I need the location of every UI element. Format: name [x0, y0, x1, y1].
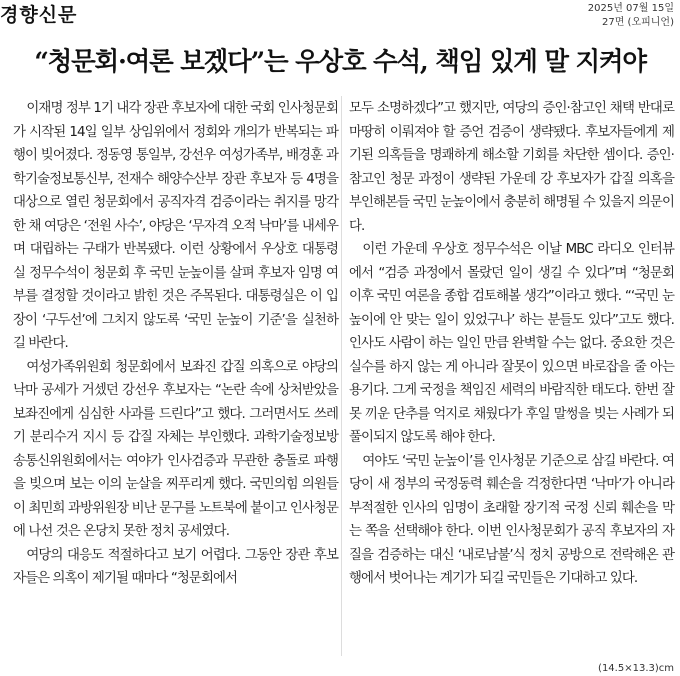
- article-column-left: [13, 97, 338, 591]
- article-column-right: [349, 97, 674, 591]
- article-headline: “청문회·여론 보겠다”는 우상호 수석, 책임 있게 말 지켜야: [34, 47, 646, 77]
- paragraph: 이런 가운데 우상호 정무수석은 이날 MBC 라디오 인터뷰에서 “검증 과정에서 몰랐던 일이 생길 수 있다”며 “청문회 이후 국민 여론을 종합 검토해볼 생각”이라고 했다. “‘국민 눈높이에 안 맞는 일이 있었구나’ 하는 분들도 있다”고도 했다. 인사도 사람이 하는 일인 만큼 완벽할 수는 없다. 중요한 것은 실수를 하지 않는 게 아니라 잘못이 있으면 바로잡을 줄 아는 용기다. 그게 국정을 책임진 세력의 바람직한 태도다. 한번 잘못 끼운 단추를 억지로 채웠다가 후일 말썽을 빚는 사례가 되풀이되지 않도록 해야 한다.: [349, 242, 674, 445]
- paragraph: 여성가족위원회 청문회에서 보좌진 갑질 의혹으로 야당의 낙마 공세가 거셌던 강선우 후보자는 “논란 속에 상처받았을 보좌진에게 심심한 사과를 드린다”고 했다. 그러면서도 쓰레기 분리수거 지시 등 갑질 자체는 부인했다. 과학기술정보방송통신위원회에서는 여야가 인사검증과 무관한 충돌로 파행을 빚으며 보는 이의 눈살을 찌푸리게 했다. 국민의힘 의원들이 최민희 과방위원장 비난 문구를 노트북에 붙이고 인사청문에 나선 것은 온당치 못한 정치 공세였다.: [13, 359, 338, 539]
- publication-meta: [588, 2, 674, 30]
- paragraph: 여당의 대응도 적절하다고 보기 어렵다. 그동안 장관 후보자들은 의혹이 제기될 때마다 “청문회에서: [13, 547, 338, 586]
- publication-date: 2025년 07월 15일: [587, 3, 674, 14]
- newspaper-masthead: 경향신문: [0, 4, 78, 26]
- clipping-size-note: (14.5×13.3)cm: [598, 663, 674, 674]
- page-section: 27면 (오피니언): [601, 17, 674, 28]
- paragraph: 여야도 ‘국민 눈높이’를 인사청문 기준으로 삼길 바란다. 여당이 새 정부의 국정동력 훼손을 걱정한다면 ‘낙마’가 아니라 부적절한 인사의 임명이 초래할 장기적 국정 신뢰 훼손을 막는 쪽을 선택해야 한다. 이번 인사청문회가 공직 후보자의 자질을 검증하는 대신 ‘내로남불’식 정치 공방으로 전락해온 관행에서 벗어나는 계기가 되길 국민들은 기대하고 있다.: [349, 453, 674, 586]
- column-divider: [341, 96, 342, 656]
- paragraph: 이재명 정부 1기 내각 장관 후보자에 대한 국회 인사청문회가 시작된 14일 일부 상임위에서 정회와 개의가 반복되는 파행이 빚어졌다. 정동영 통일부, 강선우 여성가족부, 배경훈 과학기술정보통신부, 전재수 해양수산부 장관 후보자 등 4명을 대상으로 열린 청문회에서 공직자격 검증이라는 취지를 망각한 채 여당은 ‘전원 사수’, 야당은 ‘무자격 오적 낙마’를 내세우며 대립하는 구태가 반복됐다. 이런 상황에서 우상호 대통령실 정무수석이 청문회 후 국민 눈높이를 살펴 후보자 임명 여부를 결정할 것이라고 밝힌 것은 주목된다. 대통령실은 이 입장이 ‘구두선’에 그치지 않도록 ‘국민 눈높이 기준’을 실천하길 바란다.: [13, 101, 338, 351]
- paragraph: 모두 소명하겠다”고 했지만, 여당의 증인·참고인 채택 반대로 마땅히 이뤄져야 할 증언 검증이 생략됐다. 후보자들에게 제기된 의혹들을 명쾌하게 해소할 기회를 차단한 셈이다. 증인·참고인 청문 과정이 생략된 가운데 강 후보자가 갑질 의혹을 부인해본들 국민 눈높이에서 충분히 해명될 수 있을지 의문이다.: [349, 101, 674, 234]
